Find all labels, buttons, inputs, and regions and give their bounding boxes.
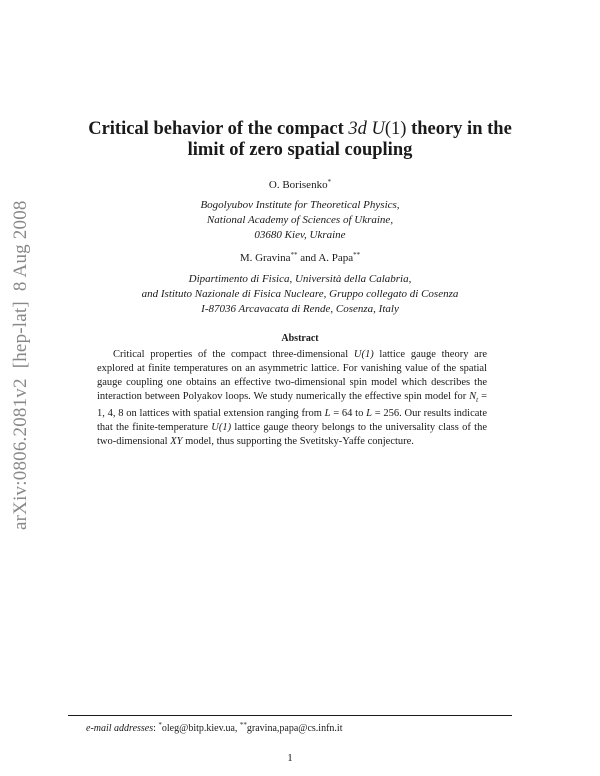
authors-conjunction: and (297, 252, 319, 264)
abstract-math: L (324, 408, 331, 420)
email-1[interactable]: oleg@bitp.kiev.ua (161, 723, 235, 734)
footnote-comma: , (234, 723, 240, 734)
arxiv-date: 8 Aug 2008 (10, 200, 31, 292)
footnote-emails (86, 722, 526, 735)
author-2-mark: ** (290, 251, 298, 259)
arxiv-id: arXiv:0806.2081v2 (10, 378, 31, 530)
affiliation-1-line: 03680 Kiev, Ukraine (254, 229, 346, 241)
title-part1: Critical behavior of the compact (88, 119, 349, 139)
author-2-name: M. Gravina (239, 252, 291, 264)
affiliation-1-line: Bogolyubov Institute for Theoretical Physics, (200, 199, 400, 211)
affiliation-2 (40, 272, 560, 317)
footnote-rule (68, 715, 512, 716)
abstract-math: U(1) (353, 349, 374, 360)
abstract-math: U(1) (211, 422, 232, 434)
abstract-text: Critical properties of the compact three-dimensional (113, 349, 354, 360)
abstract-text: = 64 to (330, 408, 367, 420)
abstract-body (97, 348, 487, 449)
footnote-label: e-mail addresses (86, 723, 154, 734)
affiliation-2-line: Dipartimento di Fisica, Università della Calabria, (188, 273, 412, 285)
abstract-text: lattice gauge theory belongs to the universality class of the two-dimensional (97, 422, 487, 448)
title-part2: theory in the (406, 119, 512, 139)
title-math-dim: 3d (348, 119, 367, 139)
abstract-text: model, thus supporting the Svetitsky-Yaffe conjecture. (182, 436, 414, 448)
title-math-group: U (371, 119, 385, 139)
affiliation-1-line: National Academy of Sciences of Ukraine, (206, 214, 394, 226)
abstract-math: N (469, 391, 477, 402)
abstract-text: = 256. Our results indicate that the finite-temperature (97, 408, 487, 434)
abstract-math: XY (170, 436, 183, 448)
page-number: 1 (287, 752, 293, 764)
author-1 (40, 178, 560, 193)
arxiv-stamp (10, 190, 32, 530)
affiliation-2-line: I-87036 Arcavacata di Rende, Cosenza, Italy (201, 303, 399, 315)
paper-title (40, 119, 560, 161)
author-1-mark: * (327, 178, 332, 186)
affiliation-1 (40, 198, 560, 243)
abstract-math-subscript: t (476, 396, 479, 405)
author-3-name: A. Papa (318, 252, 354, 264)
email-2[interactable]: gravina,papa@cs.infn.it (246, 723, 343, 734)
title-math-group-arg: (1) (384, 119, 407, 139)
footnote-mark-2: ** (239, 721, 247, 729)
footnote-mark-1: * (158, 721, 162, 729)
abstract-math: L (366, 408, 372, 420)
title-line2: limit of zero spatial coupling (187, 140, 413, 160)
authors-2 (40, 251, 560, 266)
author-3-mark: ** (353, 251, 361, 259)
arxiv-category: [hep-lat] (10, 301, 31, 369)
abstract-heading: Abstract (281, 333, 319, 344)
abstract-text: lattice gauge theory are explored at finite temperatures on an asymmetric lattice. For vanishing value of the spatial gauge coupling one obtains an effective two-dimensional spin model which describes the interaction between Polyakov loops. We study numerically the effective spin model for (97, 349, 488, 402)
abstract-text: = 1, 4, 8 on lattices with spatial extension ranging from (97, 391, 487, 420)
footnote-separator: : (153, 723, 159, 734)
author-1-name: O. Borisenko (268, 179, 328, 191)
affiliation-2-line: and Istituto Nazionale di Fisica Nucleare, Gruppo collegato di Cosenza (141, 288, 459, 300)
